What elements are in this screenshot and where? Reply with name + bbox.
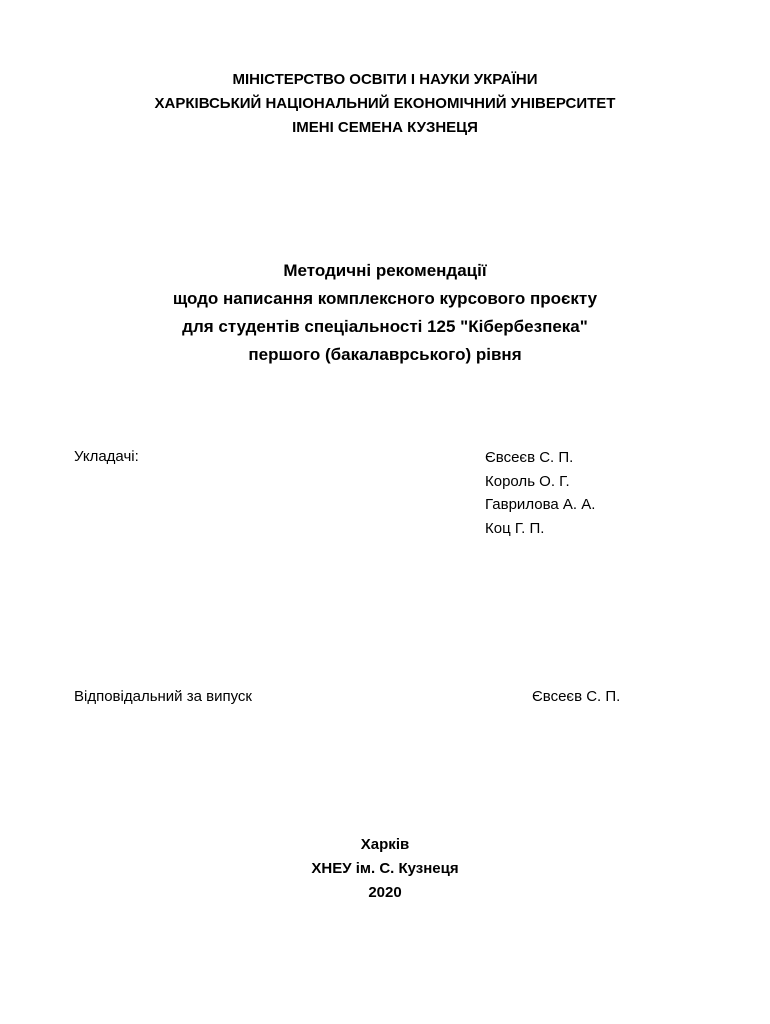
responsible-label: Відповідальний за випуск [74, 688, 252, 705]
ministry-header [0, 68, 770, 140]
publication-footer [0, 833, 770, 905]
title-line: першого (бакалаврського) рівня [248, 345, 522, 364]
compilers-label: Укладачі: [74, 448, 139, 465]
compiler-name: Коц Г. П. [485, 519, 545, 537]
footer-city: Харків [360, 836, 410, 853]
compiler-name: Гаврилова А. А. [485, 496, 596, 513]
compilers-list [485, 446, 595, 540]
responsible-name: Євсеєв С. П. [532, 688, 621, 705]
footer-year: 2020 [368, 884, 402, 901]
title-line: щодо написання комплексного курсового проєкту [172, 289, 598, 308]
header-line: ІМЕНІ СЕМЕНА КУЗНЕЦЯ [292, 119, 478, 136]
footer-publisher: ХНЕУ ім. С. Кузнеця [311, 860, 459, 877]
title-line: для студентів спеціальності 125 "Кібербезпека" [182, 317, 588, 336]
compiler-name: Євсеєв С. П. [485, 449, 574, 466]
title-line: Методичні рекомендації [283, 261, 487, 280]
header-line: МІНІСТЕРСТВО ОСВІТИ І НАУКИ УКРАЇНИ [232, 71, 538, 88]
header-line: ХАРКІВСЬКИЙ НАЦІОНАЛЬНИЙ ЕКОНОМІЧНИЙ УНІВЕРСИТЕТ [154, 95, 616, 112]
document-title [0, 257, 770, 369]
compiler-name: Король О. Г. [485, 472, 570, 490]
